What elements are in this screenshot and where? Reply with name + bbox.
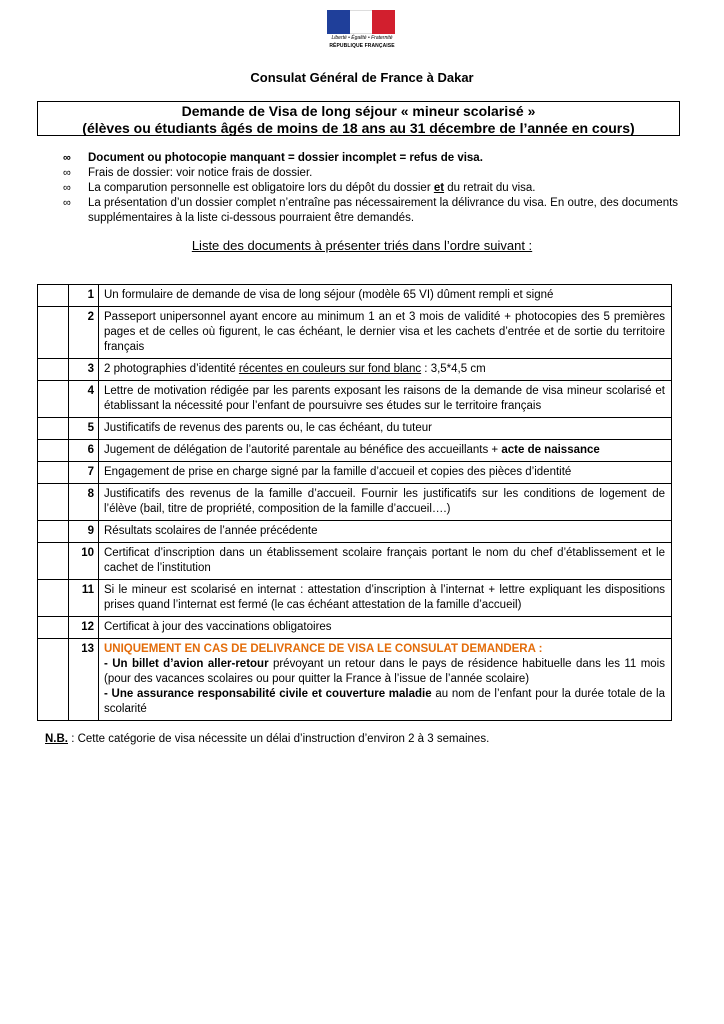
footer-note [45, 733, 489, 745]
logo-republic: RÉPUBLIQUE FRANÇAISE [329, 43, 395, 49]
row-number: 8 [69, 484, 99, 521]
row-text: Certificat d’inscription dans un établissement scolaire français portant le nom du chef d’établissement et le cachet de l’institution [99, 543, 672, 580]
title-line-1: Demande de Visa de long séjour « mineur scolarisé » [181, 103, 536, 119]
row-number: 13 [69, 639, 99, 721]
row-text: Un formulaire de demande de visa de long séjour (modèle 65 VI) dûment rempli et signé [99, 285, 672, 307]
logo-motto: Liberté • Égalité • Fraternité [331, 35, 393, 41]
row-number: 10 [69, 543, 99, 580]
row-text [99, 639, 672, 721]
row-text: Si le mineur est scolarisé en internat : attestation d’inscription à l’internat + lettre expliquant les dispositions prises quand l’internat est fermé (le cas échéant attestation de la famille d’accueil) [99, 580, 672, 617]
table-row [38, 462, 672, 484]
row-text-bold: - Un billet d’avion aller-retour [104, 658, 269, 670]
title-line-2: (élèves ou étudiants âgés de moins de 18 ans au 31 décembre de l’année en cours) [82, 120, 635, 136]
row-text: Justificatifs de revenus des parents ou, le cas échéant, du tuteur [99, 418, 672, 440]
document-title-box [37, 101, 680, 136]
row-number: 6 [69, 440, 99, 462]
row-text: Résultats scolaires de l’année précédente [99, 521, 672, 543]
row-text-part: : 3,5*4,5 cm [421, 363, 486, 375]
list-heading: Liste des documents à présenter triés dans l’ordre suivant : [191, 238, 533, 253]
table-row [38, 580, 672, 617]
documents-table [37, 284, 672, 721]
row-number: 2 [69, 307, 99, 359]
table-row [38, 484, 672, 521]
row-number: 4 [69, 381, 99, 418]
row-text-bold: acte de naissance [501, 444, 600, 456]
table-row [38, 521, 672, 543]
note-text: du retrait du visa. [444, 182, 536, 194]
row-text: Passeport unipersonnel ayant encore au minimum 1 an et 3 mois de validité + photocopies des 5 premières pages et de celles où figurent, le cas échéant, le dernier visa et les cachets d’entrée et de sortie du territoire français [99, 307, 672, 359]
row-number: 3 [69, 359, 99, 381]
row-text: Lettre de motivation rédigée par les parents exposant les raisons de la demande de visa mineur scolarisé et établissant la nécessité pour l’enfant de poursuivre ses études sur le territoire français [99, 381, 672, 418]
consulat-heading: Consulat Général de France à Dakar [250, 70, 474, 85]
infinity-bullet-icon: ∞ [63, 152, 71, 164]
nb-text: : Cette catégorie de visa nécessite un délai d’instruction d’environ 2 à 3 semaines. [68, 733, 490, 745]
marianne-logo [327, 10, 397, 52]
note-emphasis: et [433, 182, 445, 194]
note-item [60, 181, 685, 196]
note-text: Frais de dossier: voir notice frais de dossier. [88, 167, 313, 179]
flag-icon [327, 10, 395, 34]
note-text: La présentation d’un dossier complet n’entraîne pas nécessairement la délivrance du visa. En outre, des documents supplémentaires à la liste ci-dessous pourraient être demandés. [88, 197, 679, 224]
notes-list [60, 151, 685, 226]
note-item [60, 166, 685, 181]
infinity-bullet-icon: ∞ [63, 182, 71, 194]
row-text: Engagement de prise en charge signé par la famille d’accueil et copies des pièces d’identité [99, 462, 672, 484]
conditional-item [104, 687, 665, 717]
infinity-bullet-icon: ∞ [63, 167, 71, 179]
nb-label: N.B. [45, 733, 68, 745]
table-row [38, 418, 672, 440]
row-number: 5 [69, 418, 99, 440]
note-text: La comparution personnelle est obligatoire lors du dépôt du dossier [88, 182, 434, 194]
infinity-bullet-icon: ∞ [63, 197, 71, 209]
row-text-underlined: récentes en couleurs sur fond blanc [238, 363, 422, 375]
table-row [38, 381, 672, 418]
table-row [38, 639, 672, 721]
row-text [99, 440, 672, 462]
row-number: 1 [69, 285, 99, 307]
row-number: 9 [69, 521, 99, 543]
row-text: Certificat à jour des vaccinations obligatoires [99, 617, 672, 639]
row-number: 11 [69, 580, 99, 617]
table-row [38, 543, 672, 580]
conditional-heading: UNIQUEMENT EN CAS DE DELIVRANCE DE VISA LE CONSULAT DEMANDERA : [104, 643, 543, 655]
note-text: Document ou photocopie manquant = dossier incomplet = refus de visa. [88, 152, 483, 164]
row-text: Justificatifs des revenus de la famille d’accueil. Fournir les justificatifs sur les conditions de logement de l’élève (bail, titre de propriété, composition de la famille d’accueil….) [99, 484, 672, 521]
row-number: 7 [69, 462, 99, 484]
table-row [38, 285, 672, 307]
row-text-part: au nom de l’enfant pour la durée totale de la scolarité [104, 688, 665, 715]
table-row [38, 359, 672, 381]
row-text-part: Jugement de délégation de l’autorité parentale au bénéfice des accueillants + [104, 444, 502, 456]
table-row [38, 440, 672, 462]
row-text-bold: - Une assurance responsabilité civile et couverture maladie [104, 688, 432, 700]
conditional-item [104, 657, 665, 687]
row-text [99, 359, 672, 381]
table-row [38, 617, 672, 639]
row-text-part: prévoyant un retour dans le pays de résidence habituelle dans les 11 mois (pour des vacances scolaires ou pour quitter la France à l’issue de l’année scolaire) [104, 658, 665, 685]
note-item [60, 196, 685, 226]
note-item [60, 151, 685, 166]
table-row [38, 307, 672, 359]
row-number: 12 [69, 617, 99, 639]
row-text-part: 2 photographies d’identité [104, 363, 239, 375]
